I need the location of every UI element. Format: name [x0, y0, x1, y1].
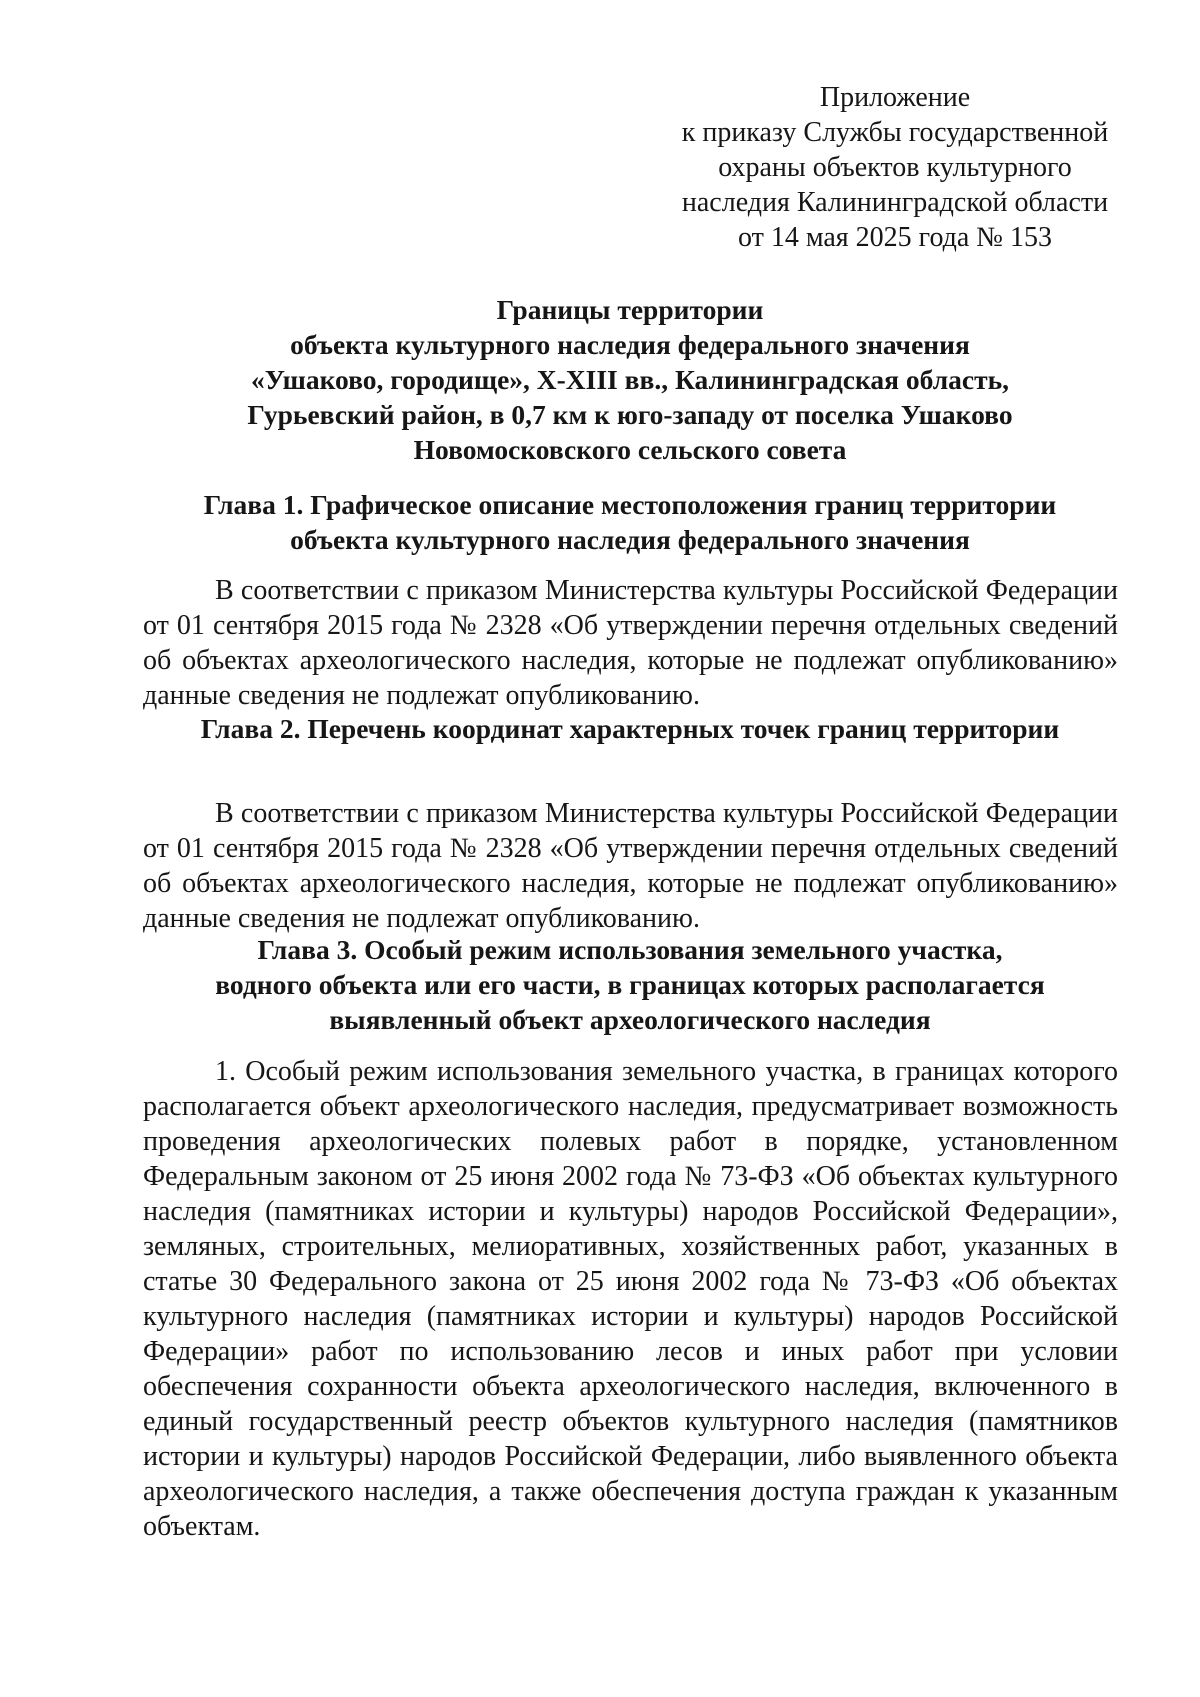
- title-line: Новомосковского сельского совета: [413, 434, 847, 465]
- chapter2-heading: [140, 711, 1120, 746]
- chapter2-heading-line: Глава 2. Перечень координат характерных точек границ территории: [200, 713, 1060, 744]
- appendix-order-date: от 14 мая 2025 года № 153: [737, 222, 1053, 253]
- chapter3-heading: [140, 932, 1120, 1037]
- appendix-label: Приложение: [819, 82, 971, 113]
- chapter3-paragraph: 1. Особый режим использования земельного участка, в границах которого располагается объект археологического наследия, предусматривает возможность проведения археологических полевых работ в порядке, установленном Федеральным законом от 25 июня 2002 года № 73-ФЗ «Об объектах культурного наследия (памятниках истории и культуры) народов Российской Федерации», земляных, строительных, мелиоративных, хозяйственных работ, указанных в статье 30 Федерального закона от 25 июня 2002 года № 73-ФЗ «Об объектах культурного наследия (памятниках истории и культуры) народов Российской Федерации» работ по использованию лесов и иных работ при условии обеспечения сохранности объекта археологического наследия, включенного в единый государственный реестр объектов культурного наследия (памятников истории и культуры) народов Российской Федерации, либо выявленного объекта археологического наследия, а также обеспечения доступа граждан к указанным объектам.: [143, 1056, 1118, 1542]
- title-line: «Ушаково, городище», X-XIII вв., Калининградская область,: [250, 364, 1010, 395]
- chapter1-heading-line: объекта культурного наследия федерального значения: [290, 524, 970, 555]
- chapter1-paragraph: В соответствии с приказом Министерства культуры Российской Федерации от 01 сентября 2015 года № 2328 «Об утверждении перечня отдельных сведений об объектах археологического наследия, которые не подлежат опубликованию» данные сведения не подлежат опубликованию.: [143, 575, 1118, 711]
- chapter3-heading-line: водного объекта или его части, в границах которых располагается: [215, 969, 1045, 1000]
- chapter1-heading: [140, 487, 1120, 557]
- chapter1-heading-line: Глава 1. Графическое описание местоположения границ территории: [203, 489, 1057, 520]
- chapter2-paragraph: В соответствии с приказом Министерства культуры Российской Федерации от 01 сентября 2015 года № 2328 «Об утверждении перечня отдельных сведений об объектах археологического наследия, которые не подлежат опубликованию» данные сведения не подлежат опубликованию.: [143, 798, 1118, 934]
- appendix-order-line: наследия Калининградской области: [681, 187, 1109, 218]
- appendix-order-line: охраны объектов культурного: [718, 152, 1072, 183]
- title-line: объекта культурного наследия федерального значения: [290, 329, 970, 360]
- title-line: Границы территории: [496, 294, 764, 325]
- document-title: [140, 292, 1120, 467]
- chapter3-heading-line: Глава 3. Особый режим использования земельного участка,: [257, 934, 1003, 965]
- title-line: Гурьевский район, в 0,7 км к юго-западу от поселка Ушаково: [247, 399, 1013, 430]
- appendix-order-line: к приказу Службы государственной: [681, 117, 1109, 148]
- appendix-block: [670, 80, 1120, 255]
- chapter3-heading-line: выявленный объект археологического наследия: [329, 1004, 931, 1035]
